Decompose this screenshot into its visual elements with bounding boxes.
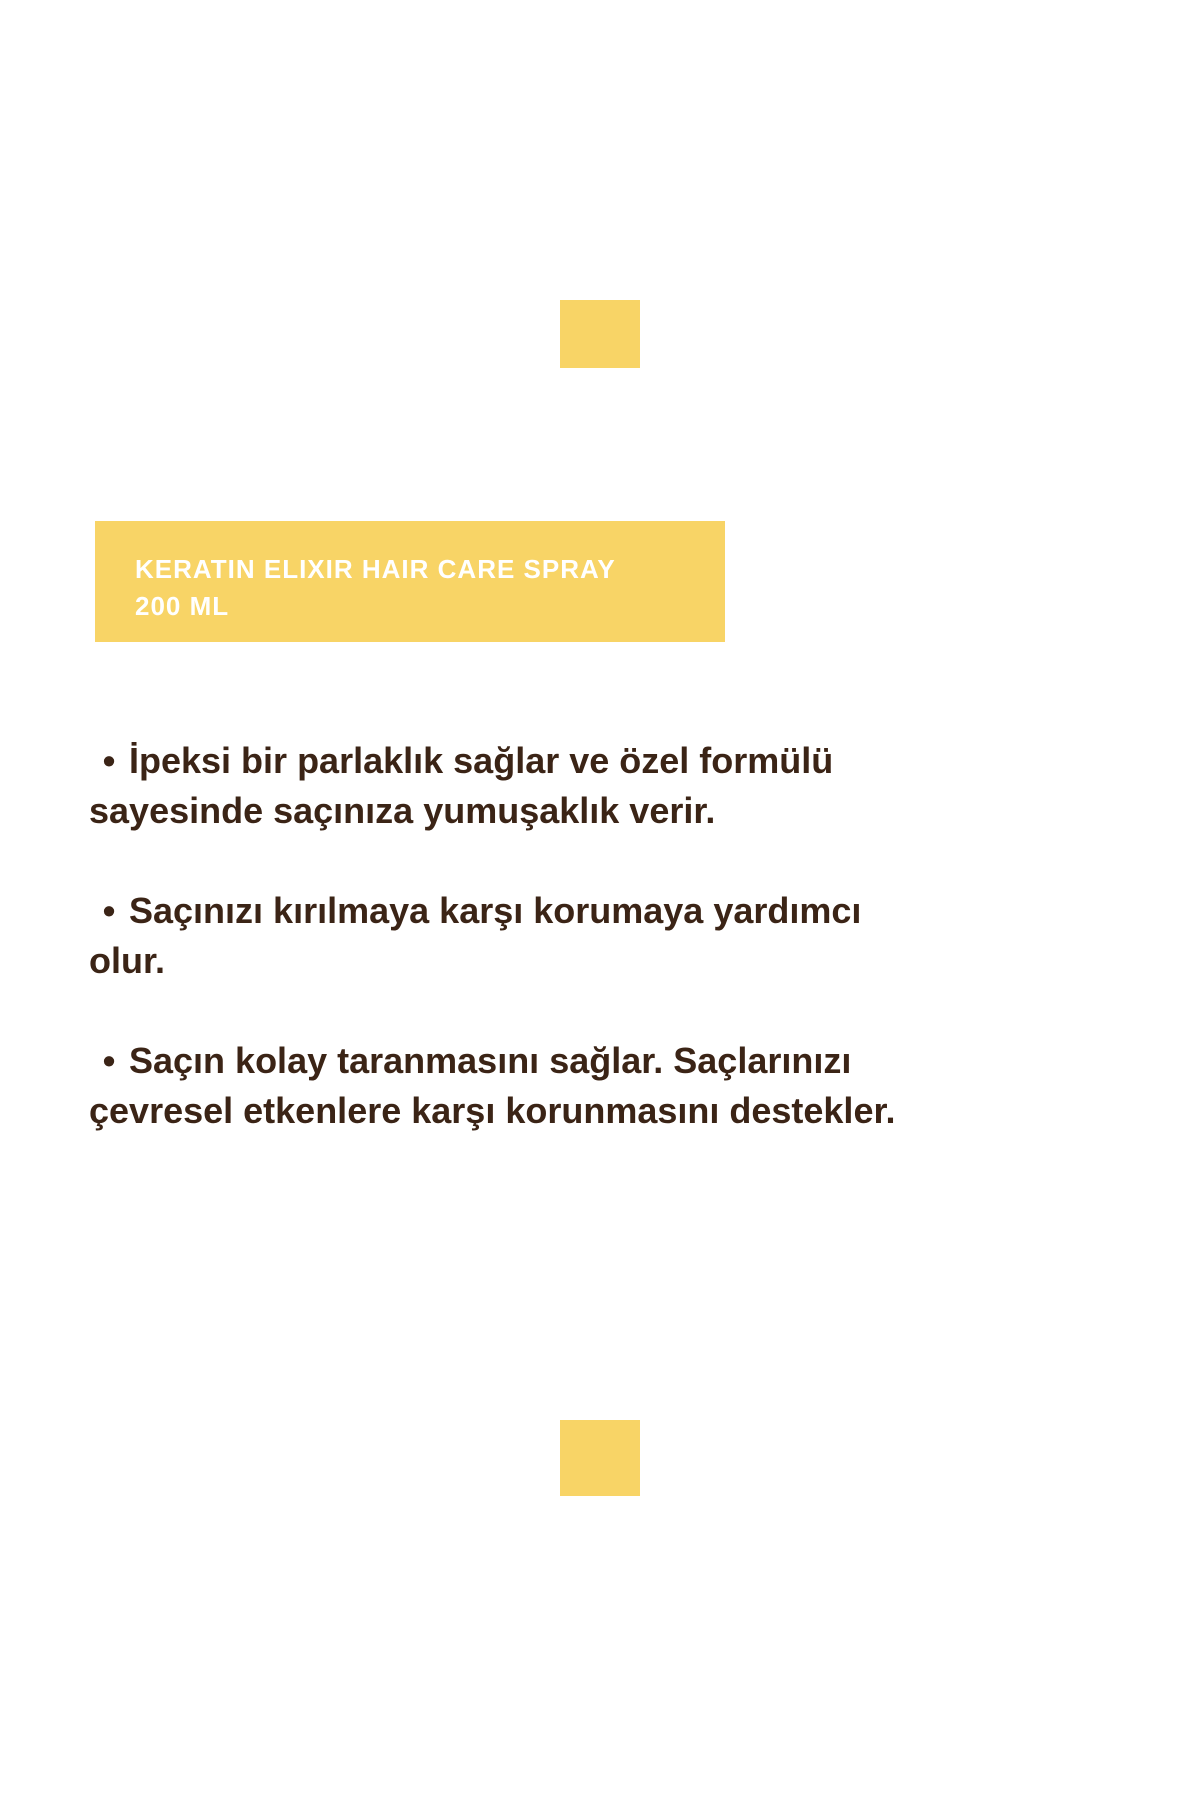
feature-item bbox=[89, 736, 1129, 836]
feature-text: Saçınızı kırılmaya karşı korumaya yardımcı bbox=[129, 890, 862, 931]
feature-text: çevresel etkenlere karşı korunmasını destekler. bbox=[89, 1090, 896, 1131]
decorative-square-top bbox=[560, 300, 640, 368]
bullet-icon: • bbox=[102, 890, 116, 931]
bullet-icon: • bbox=[102, 1040, 116, 1081]
decorative-square-bottom bbox=[560, 1420, 640, 1496]
feature-text: sayesinde saçınıza yumuşaklık verir. bbox=[89, 790, 716, 831]
feature-text: Saçın kolay taranmasını sağlar. Saçlarınızı bbox=[129, 1040, 852, 1081]
product-title-banner bbox=[95, 521, 725, 642]
feature-text: olur. bbox=[89, 940, 166, 981]
feature-item bbox=[89, 886, 1129, 986]
product-volume: 200 ML bbox=[135, 591, 230, 621]
feature-item bbox=[89, 1036, 1129, 1136]
bullet-icon: • bbox=[102, 740, 116, 781]
product-title: KERATIN ELIXIR HAIR CARE SPRAY bbox=[135, 554, 616, 584]
feature-list bbox=[89, 736, 1129, 1186]
feature-text: İpeksi bir parlaklık sağlar ve özel formülü bbox=[129, 740, 834, 781]
